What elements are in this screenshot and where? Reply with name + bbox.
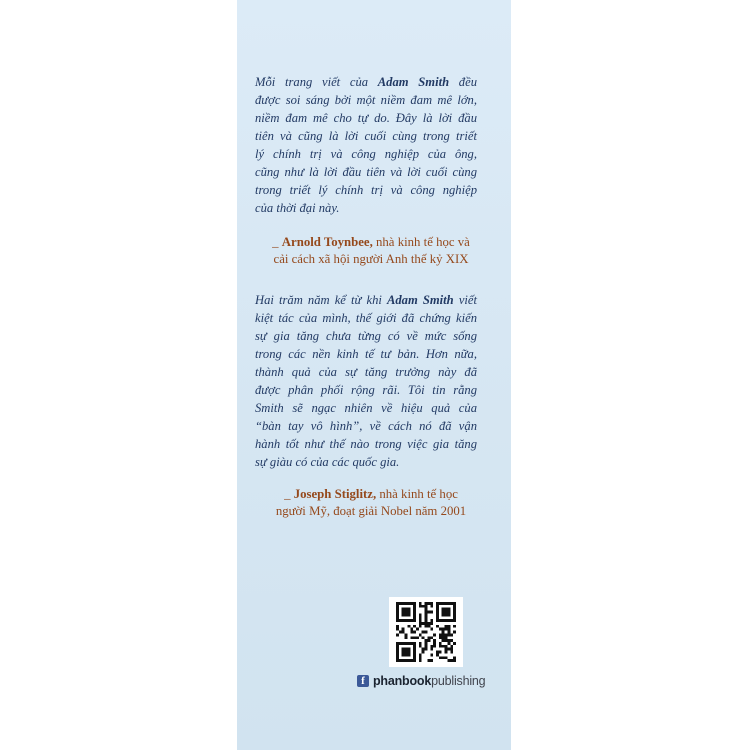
- qr-code: [389, 597, 463, 667]
- cover-panel: [237, 0, 511, 750]
- attribution-stiglitz: _ Joseph Stiglitz, nhà kinh tế học người Mỹ, đoạt giải Nobel năm 2001: [275, 487, 467, 518]
- publisher-logo: [357, 674, 485, 687]
- publisher-brand: phanbook: [373, 673, 432, 688]
- quote-toynbee: Mỗi trang viết của Adam Smith đều được soi sáng bởi một niềm đam mê lớn, niềm đam mê cho tự do. Đây là lời đầu tiên và cũng là lời cuối cùng trong triết lý chính trị và công nghiệp của ông, cũng như là lời đầu tiên và lời cuối cùng trong triết lý chính trị và công nghiệp của thời đại này.: [255, 75, 477, 215]
- quote-stiglitz: Hai trăm năm kể từ khi Adam Smith viết kiệt tác của mình, thế giới đã chứng kiến sự gia tăng chưa từng có về mức sống trong các nền kinh tế tư bản. Hơn nữa, thành quả của sự tăng trưởng này đã được phân phối rộng rãi. Tôi tin rằng Smith sẽ ngạc nhiên về hiệu quả của “bàn tay vô hình”, về cách nó đã vận hành tốt như thế nào trong việc gia tăng sự giàu có của các quốc gia.: [255, 293, 477, 469]
- publisher-suffix: publishing: [431, 673, 486, 688]
- facebook-icon: f: [357, 675, 369, 687]
- attribution-toynbee: _ Arnold Toynbee, nhà kinh tế học và cải cách xã hội người Anh thế kỷ XIX: [272, 235, 470, 266]
